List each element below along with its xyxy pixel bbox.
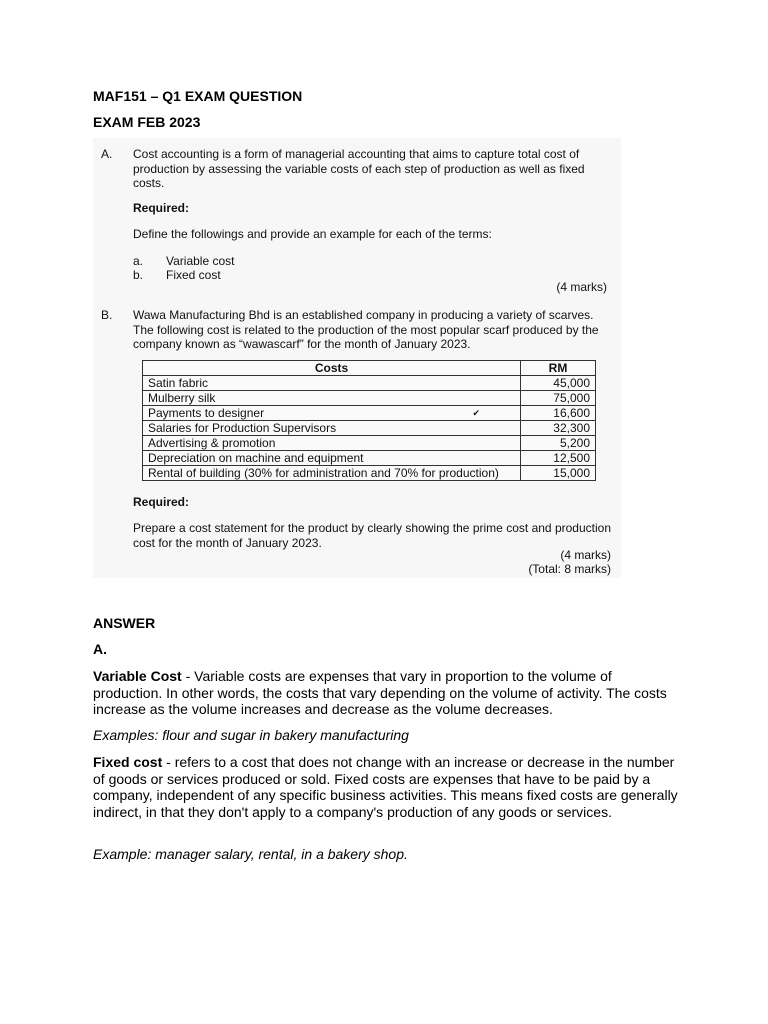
question-a-item-text: Fixed cost <box>166 268 221 282</box>
table-row <box>143 376 596 391</box>
answer-heading: ANSWER <box>93 615 156 631</box>
document-title: MAF151 – Q1 EXAM QUESTION <box>93 88 303 104</box>
question-a-required-label: Required: <box>133 201 190 215</box>
variable-cost-paragraph <box>93 668 683 718</box>
exam-date-heading: EXAM FEB 2023 <box>93 114 201 130</box>
cost-item: Advertising & promotion <box>143 436 521 451</box>
fixed-cost-example: Example: manager salary, rental, in a bakery shop. <box>93 846 408 862</box>
variable-cost-example: Examples: flour and sugar in bakery manufacturing <box>93 727 409 743</box>
question-total-marks: (Total: 8 marks) <box>528 562 611 576</box>
question-b-letter: B. <box>101 308 113 322</box>
cost-item-label: Payments to designer <box>148 406 265 420</box>
question-b-marks: (4 marks) <box>560 548 611 562</box>
question-a-item-text: Variable cost <box>166 254 235 268</box>
table-row <box>143 421 596 436</box>
tick-mark-icon: ✔ <box>472 408 480 418</box>
question-a-instruction: Define the followings and provide an example for each of the terms: <box>133 227 492 241</box>
cost-amount: 5,200 <box>521 436 596 451</box>
variable-cost-term: Variable Cost <box>93 668 182 684</box>
costs-column-header: Costs <box>143 361 521 376</box>
cost-table-header-row <box>143 361 596 376</box>
variable-cost-definition: - Variable costs are expenses that vary in proportion to the volume of production. In other words, the costs that vary depending on the volume of activity. The costs increase as the volume increases and decrease as the volume decreases. <box>93 668 667 717</box>
question-a-marks: (4 marks) <box>556 280 607 294</box>
question-b-text: Wawa Manufacturing Bhd is an established company in producing a variety of scarves. The following cost is related to the production of the most popular scarf produced by the company known as “wawascarf” for the month of January 2023. <box>133 308 599 351</box>
fixed-cost-paragraph <box>93 754 683 820</box>
answer-part-heading: A. <box>93 641 107 657</box>
table-row <box>143 466 596 481</box>
cost-amount: 15,000 <box>521 466 596 481</box>
cost-amount: 75,000 <box>521 391 596 406</box>
cost-item: Mulberry silk <box>143 391 521 406</box>
cost-table <box>142 360 596 481</box>
fixed-cost-definition: - refers to a cost that does not change with an increase or decrease in the number of goods or services produced or sold. Fixed costs are expenses that have to be paid by a company, independent of any specific business activities. This means fixed costs are generally indirect, in that they don't apply to a company's production of any goods or services. <box>93 754 678 820</box>
cost-amount: 45,000 <box>521 376 596 391</box>
question-a-item-letter: b. <box>133 268 144 282</box>
cost-item: Rental of building (30% for administration and 70% for production) <box>143 466 521 481</box>
question-b-required-label: Required: <box>133 495 190 509</box>
question-a-text: Cost accounting is a form of managerial accounting that aims to capture total cost of production by assessing the variable costs of each step of production as well as fixed costs. <box>133 147 585 190</box>
cost-item: Satin fabric <box>143 376 521 391</box>
cost-item: Salaries for Production Supervisors <box>143 421 521 436</box>
table-row <box>143 436 596 451</box>
cost-amount: 32,300 <box>521 421 596 436</box>
cost-item: Depreciation on machine and equipment <box>143 451 521 466</box>
cost-amount: 16,600 <box>521 406 596 421</box>
scanned-exam-question <box>93 138 621 578</box>
question-b-instruction: Prepare a cost statement for the product by clearly showing the prime cost and production cost for the month of January 2023. <box>133 521 611 550</box>
table-row <box>143 451 596 466</box>
cost-amount: 12,500 <box>521 451 596 466</box>
fixed-cost-term: Fixed cost <box>93 754 163 770</box>
cost-item <box>143 406 521 421</box>
question-a-item-letter: a. <box>133 254 144 268</box>
rm-column-header: RM <box>521 361 596 376</box>
table-row <box>143 406 596 421</box>
question-a-letter: A. <box>101 147 113 161</box>
table-row <box>143 391 596 406</box>
